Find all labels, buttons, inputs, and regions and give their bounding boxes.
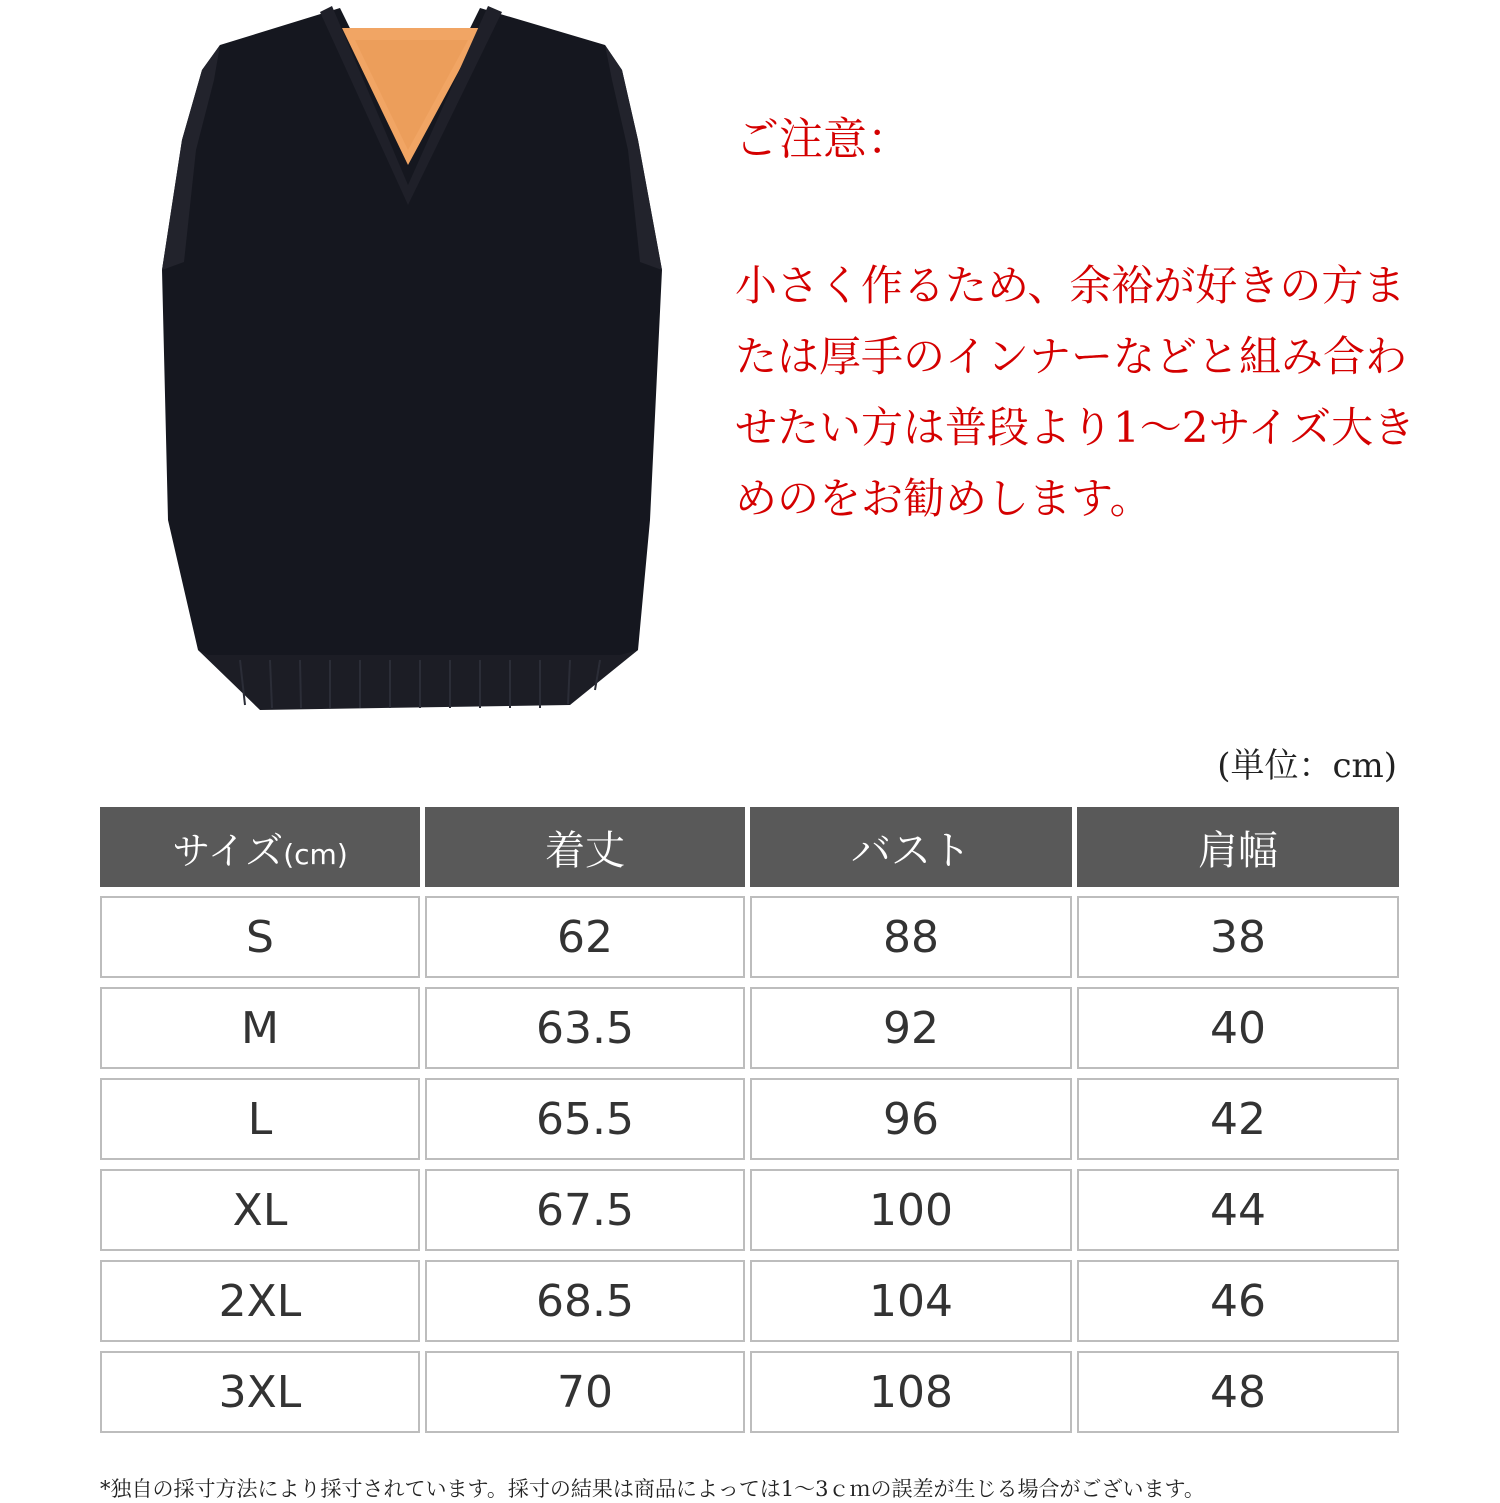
cell-bust: 88 xyxy=(750,896,1072,978)
table-row xyxy=(100,896,1399,978)
cell-shoulder: 44 xyxy=(1077,1169,1399,1251)
cell-size: XL xyxy=(100,1169,420,1251)
table-row xyxy=(100,1169,1399,1251)
cell-shoulder: 46 xyxy=(1077,1260,1399,1342)
size-chart-table xyxy=(95,798,1404,1442)
header-size-unit: (cm) xyxy=(283,837,348,871)
header-size: サイズ(cm) xyxy=(100,807,420,887)
cell-size: 3XL xyxy=(100,1351,420,1433)
cell-shoulder: 48 xyxy=(1077,1351,1399,1433)
footnote: *独自の採寸方法により採寸されています。採寸の結果は商品によっては1～3ｃｍの誤差が生じる場合がございます。 xyxy=(100,1477,1205,1501)
cell-length: 70 xyxy=(425,1351,745,1433)
header-bust: バスト xyxy=(750,807,1072,887)
cell-size: S xyxy=(100,896,420,978)
header-length: 着丈 xyxy=(425,807,745,887)
cell-bust: 92 xyxy=(750,987,1072,1069)
cell-bust: 104 xyxy=(750,1260,1072,1342)
header-shoulder: 肩幅 xyxy=(1077,807,1399,887)
table-row xyxy=(100,1351,1399,1433)
cell-bust: 108 xyxy=(750,1351,1072,1433)
cell-bust: 100 xyxy=(750,1169,1072,1251)
cell-bust: 96 xyxy=(750,1078,1072,1160)
cell-shoulder: 42 xyxy=(1077,1078,1399,1160)
cell-length: 65.5 xyxy=(425,1078,745,1160)
cell-length: 62 xyxy=(425,896,745,978)
cell-length: 67.5 xyxy=(425,1169,745,1251)
notice-box xyxy=(735,100,1455,534)
cell-length: 63.5 xyxy=(425,987,745,1069)
notice-title: ご注意： xyxy=(735,114,911,165)
cell-size: M xyxy=(100,987,420,1069)
table-row xyxy=(100,987,1399,1069)
notice-body: 小さく作るため、余裕が好きの方または厚手のインナーなどと組み合わせたい方は普段より1～2サイズ大きめのをお勧めします。 xyxy=(735,261,1416,523)
unit-label: (単位：cm) xyxy=(1217,746,1397,786)
cell-size: 2XL xyxy=(100,1260,420,1342)
table-header-row xyxy=(100,807,1399,887)
cell-size: L xyxy=(100,1078,420,1160)
cell-shoulder: 40 xyxy=(1077,987,1399,1069)
cell-length: 68.5 xyxy=(425,1260,745,1342)
table-row xyxy=(100,1078,1399,1160)
cell-shoulder: 38 xyxy=(1077,896,1399,978)
table-row xyxy=(100,1260,1399,1342)
vest-product-image xyxy=(150,0,670,730)
